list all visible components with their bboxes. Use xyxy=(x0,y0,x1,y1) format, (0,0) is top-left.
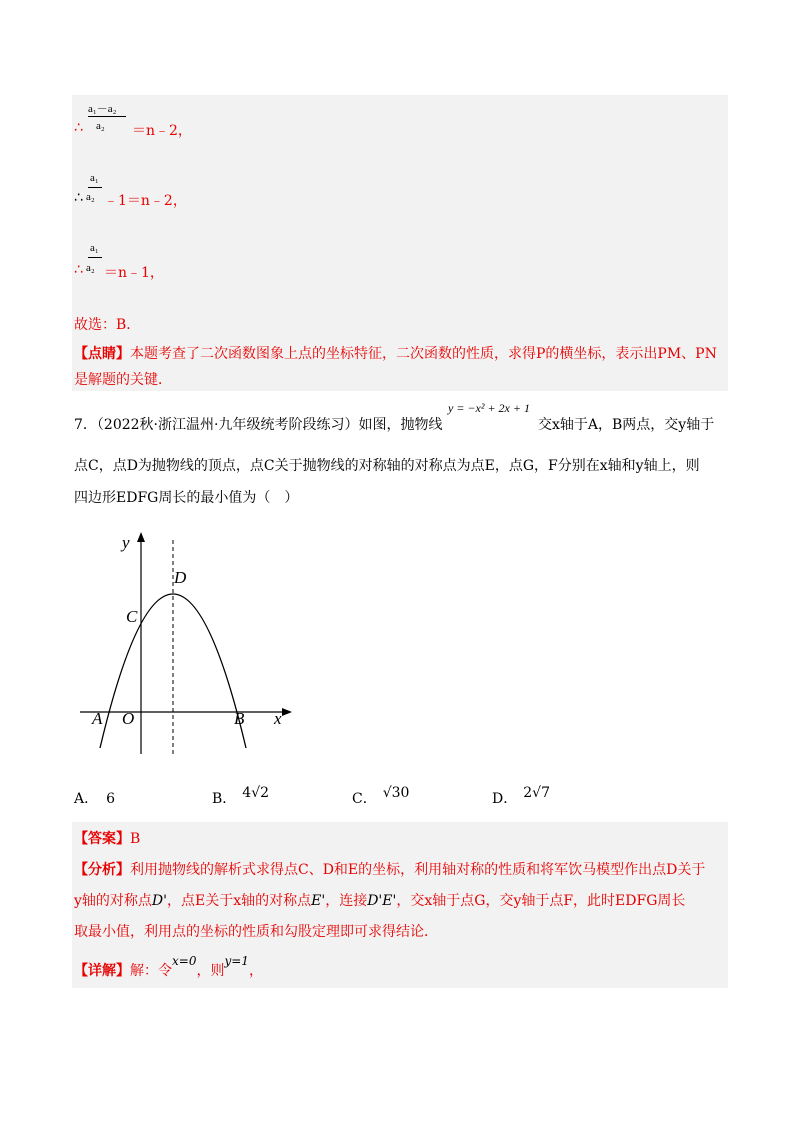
fraction-denominator: a₂ xyxy=(86,262,95,274)
detail-tag: 【详解】 xyxy=(74,963,130,979)
analysis-text: ，点E关于x轴的对称点 xyxy=(167,893,312,909)
remark-text: 本题考查了二次函数图象上点的坐标特征，二次函数的性质，求得P的横坐标，表示出PM、PN xyxy=(130,346,717,362)
option-value: 4√2 xyxy=(242,785,270,801)
x-equals-zero: x=0 xyxy=(172,954,197,968)
option-b[interactable] xyxy=(212,782,270,807)
label-C: C xyxy=(126,607,138,626)
option-d[interactable] xyxy=(492,782,550,807)
label-A: A xyxy=(92,709,103,728)
analysis-line-3: 取最小值，利用点的坐标的性质和勾股定理即可求得结论． xyxy=(74,924,438,940)
equation-rhs: ﹣1＝n﹣2， xyxy=(104,193,187,209)
option-value: √30 xyxy=(382,785,410,801)
analysis-text: ，连接 xyxy=(325,893,368,909)
analysis-line-2 xyxy=(74,890,685,910)
remark-line-2: 是解题的关键． xyxy=(74,372,172,388)
detail-line xyxy=(74,954,263,980)
option-c[interactable] xyxy=(352,782,410,807)
fraction-numerator: a₁－a₂ xyxy=(88,103,117,115)
question-line-1-end: 交x轴于A，B两点，交y轴于 xyxy=(538,417,715,433)
answer-line xyxy=(74,828,140,848)
fraction-numerator: a₁ xyxy=(90,172,99,184)
detail-text: 解：令 xyxy=(130,963,172,979)
therefore-symbol: ∴ xyxy=(74,262,83,278)
detail-comma: ， xyxy=(248,963,263,979)
d-prime: D' xyxy=(151,893,167,909)
question-line-1 xyxy=(74,414,442,434)
x-axis-arrow xyxy=(282,708,292,716)
option-a[interactable] xyxy=(74,788,115,808)
therefore-symbol: ∴ xyxy=(74,120,83,136)
therefore-symbol: ∴ xyxy=(74,190,83,206)
y-equals-one: y=1 xyxy=(224,954,249,968)
fraction-numerator: a₁ xyxy=(90,242,99,254)
label-y: y xyxy=(122,533,130,552)
option-letter: C． xyxy=(352,791,377,807)
detail-then: ，则 xyxy=(196,963,225,979)
label-x: x xyxy=(274,709,282,728)
option-letter: A． xyxy=(74,791,99,807)
answer-value: B xyxy=(130,831,141,847)
label-D: D xyxy=(174,568,187,587)
remark-line-1 xyxy=(74,343,717,363)
de-prime: D'E' xyxy=(367,893,397,909)
parabola-figure xyxy=(78,530,308,760)
question-source: （2022秋·浙江温州·九年级统考阶段练习）如图，抛物线 xyxy=(96,417,443,433)
e-prime: E' xyxy=(311,893,326,909)
analysis-tag: 【分析】 xyxy=(74,862,130,878)
choice-text: 故选：B． xyxy=(74,317,141,333)
option-value: 2√7 xyxy=(523,785,550,801)
option-letter: B． xyxy=(212,791,237,807)
analysis-text: 利用抛物线的解析式求得点C、D和E的坐标，利用轴对称的性质和将军饮马模型作出点D关于 xyxy=(130,862,706,878)
analysis-text: y轴的对称点 xyxy=(74,893,152,909)
fraction-bar xyxy=(88,187,102,188)
question-line-3: 四边形EDFG周长的最小值为（ ） xyxy=(74,490,299,506)
analysis-line-1 xyxy=(74,859,705,879)
remark-tag: 【点睛】 xyxy=(74,346,130,362)
equation-rhs: ＝n﹣2， xyxy=(132,123,192,139)
answer-tag: 【答案】 xyxy=(74,831,130,847)
fraction-denominator: a₂ xyxy=(96,120,105,132)
question-line-2: 点C，点D为抛物线的顶点，点C关于抛物线的对称轴的对称点为点E，点G，F分别在x轴和y轴上，则 xyxy=(74,458,700,474)
fraction-bar xyxy=(88,257,102,258)
label-O: O xyxy=(122,709,135,728)
option-letter: D． xyxy=(492,791,518,807)
question-number: 7． xyxy=(74,417,97,433)
analysis-text: ，交x轴于点G，交y轴于点F，此时EDFG周长 xyxy=(396,893,686,909)
fraction-bar xyxy=(88,116,126,117)
option-value: 6 xyxy=(106,791,116,807)
y-axis-arrow xyxy=(137,532,145,542)
label-B: B xyxy=(234,709,245,728)
fraction-denominator: a₂ xyxy=(86,191,95,203)
equation-rhs: ＝n﹣1， xyxy=(104,265,164,281)
parabola-equation: y = −x² + 2x + 1 xyxy=(448,401,530,415)
